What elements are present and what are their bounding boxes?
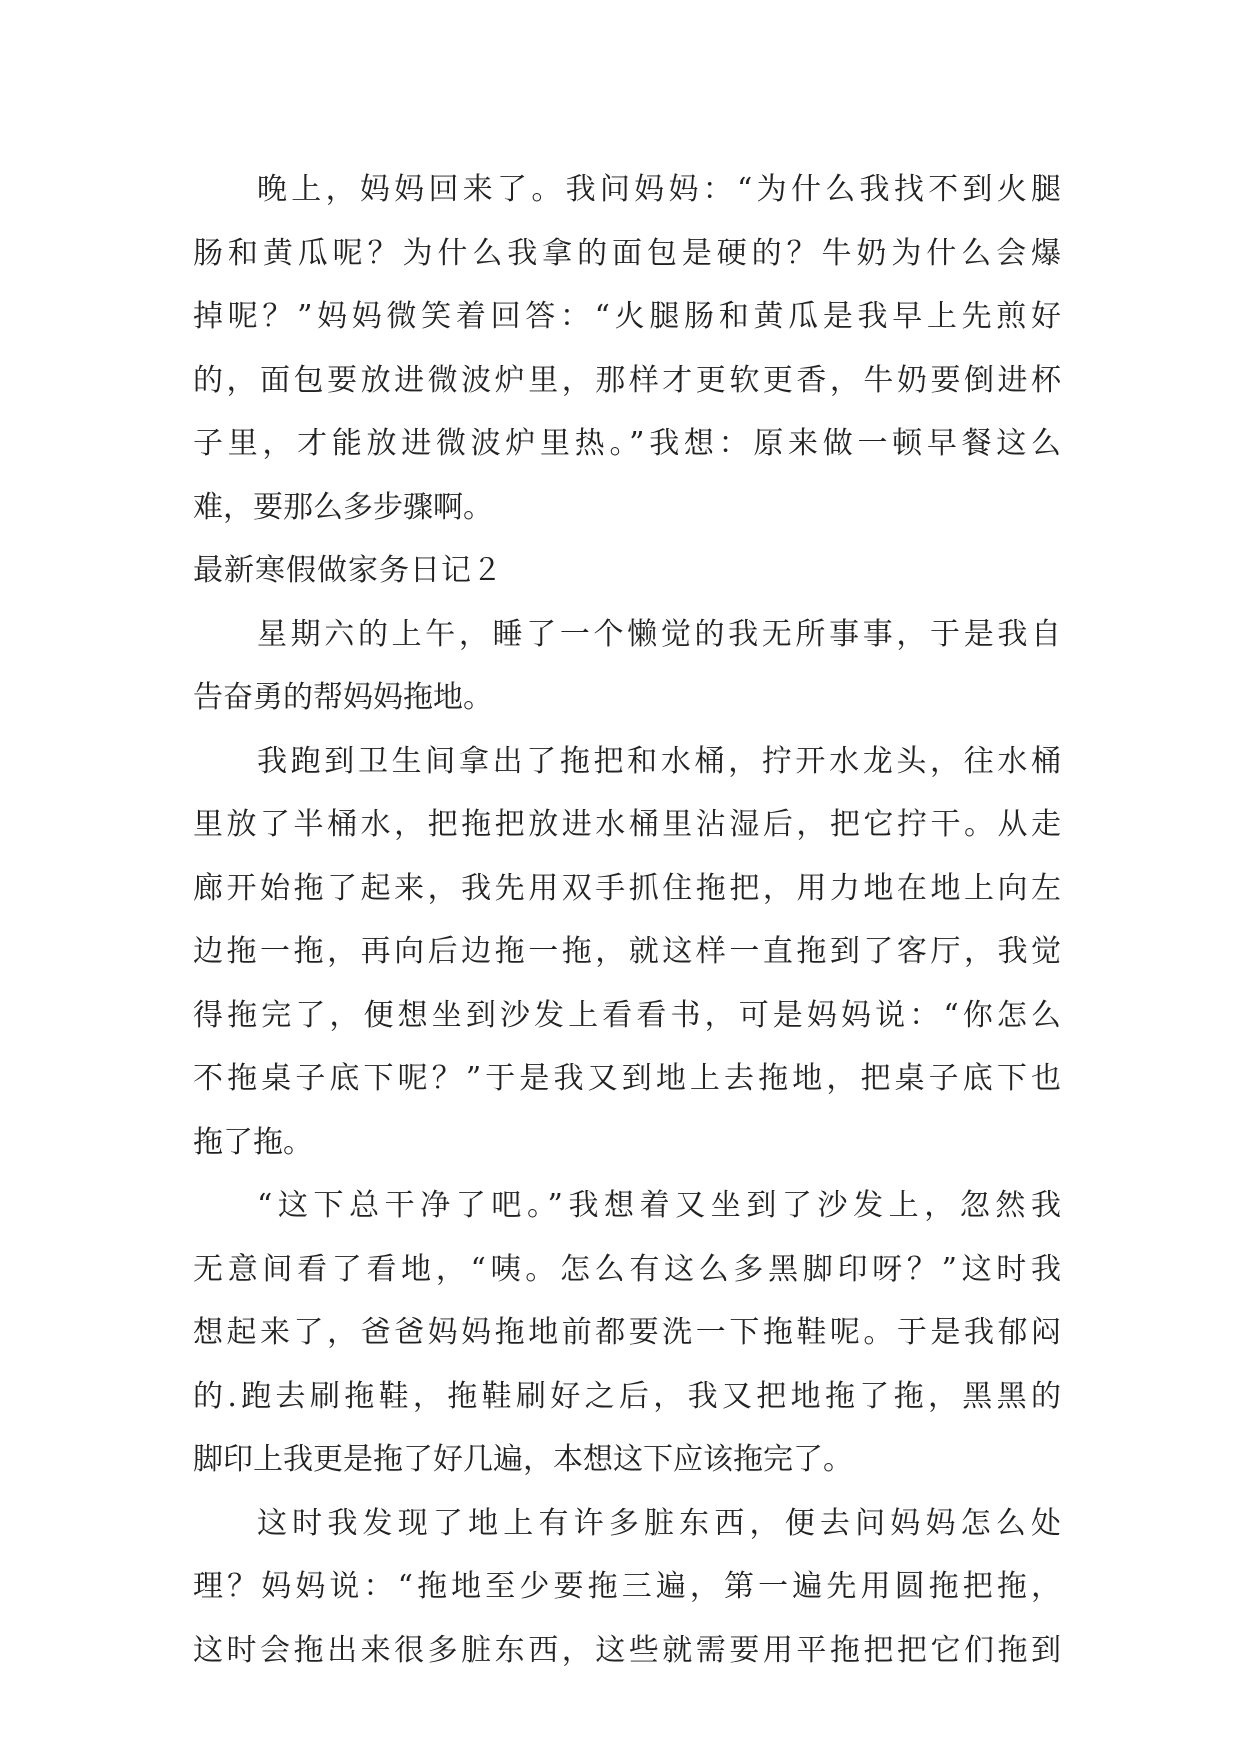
text-line: 边拖一拖，再向后边拖一拖，就这样一直拖到了客厅，我觉: [193, 934, 1061, 969]
text-line: 掉呢？”妈妈微笑着回答：“火腿肠和黄瓜是我早上先煎好: [193, 299, 1061, 334]
text-line: 脚印上我更是拖了好几遍，本想这下应该拖完了。: [193, 1442, 853, 1477]
text-line: 想起来了，爸爸妈妈拖地前都要洗一下拖鞋呢。于是我郁闷: [193, 1315, 1061, 1350]
section-heading: 最新寒假做家务日记２: [193, 553, 503, 588]
paragraph: [193, 1492, 1061, 1683]
text-line: 拖了拖。: [193, 1124, 313, 1160]
text-line: 星期六的上午，睡了一个懒觉的我无所事事，于是我自: [257, 616, 1061, 652]
paragraph: [193, 158, 1061, 539]
paragraph: [193, 730, 1061, 1175]
text-line: 告奋勇的帮妈妈拖地。: [193, 680, 493, 715]
text-line: “这下总干净了吧。”我想着又坐到了沙发上，忽然我: [257, 1188, 1061, 1223]
text-line: 我跑到卫生间拿出了拖把和水桶，拧开水龙头，往水桶: [257, 743, 1061, 779]
text-line: 里放了半桶水，把拖把放进水桶里沾湿后，把它拧干。从走: [193, 807, 1061, 842]
document-body: [193, 158, 1061, 1682]
text-line: 肠和黄瓜呢？为什么我拿的面包是硬的？牛奶为什么会爆: [193, 235, 1061, 271]
text-line: 廊开始拖了起来，我先用双手抓住拖把，用力地在地上向左: [193, 870, 1061, 906]
text-line: 理？妈妈说：“拖地至少要拖三遍，第一遍先用圆拖把拖，: [193, 1569, 1061, 1604]
text-line: 无意间看了看地，“咦。怎么有这么多黑脚印呀？”这时我: [193, 1251, 1061, 1287]
text-line: 晚上，妈妈回来了。我问妈妈：“为什么我找不到火腿: [257, 172, 1061, 207]
text-line: 这时会拖出来很多脏东西，这些就需要用平拖把把它们拖到: [193, 1632, 1061, 1668]
paragraph: [193, 1174, 1061, 1492]
text-line: 子里，才能放进微波炉里热。”我想：原来做一顿早餐这么: [193, 426, 1061, 461]
paragraph: [193, 603, 1061, 730]
text-line: 得拖完了，便想坐到沙发上看看书，可是妈妈说：“你怎么: [193, 997, 1061, 1033]
text-line: 的.跑去刷拖鞋，拖鞋刷好之后，我又把地拖了拖，黑黑的: [193, 1378, 1061, 1414]
text-line: 这时我发现了地上有许多脏东西，便去问妈妈怎么处: [257, 1505, 1061, 1541]
text-line: 难，要那么多步骤啊。: [193, 489, 493, 525]
text-line: 的，面包要放进微波炉里，那样才更软更香，牛奶要倒进杯: [193, 362, 1061, 398]
text-line: 不拖桌子底下呢？”于是我又到地上去拖地，把桌子底下也: [193, 1061, 1061, 1096]
